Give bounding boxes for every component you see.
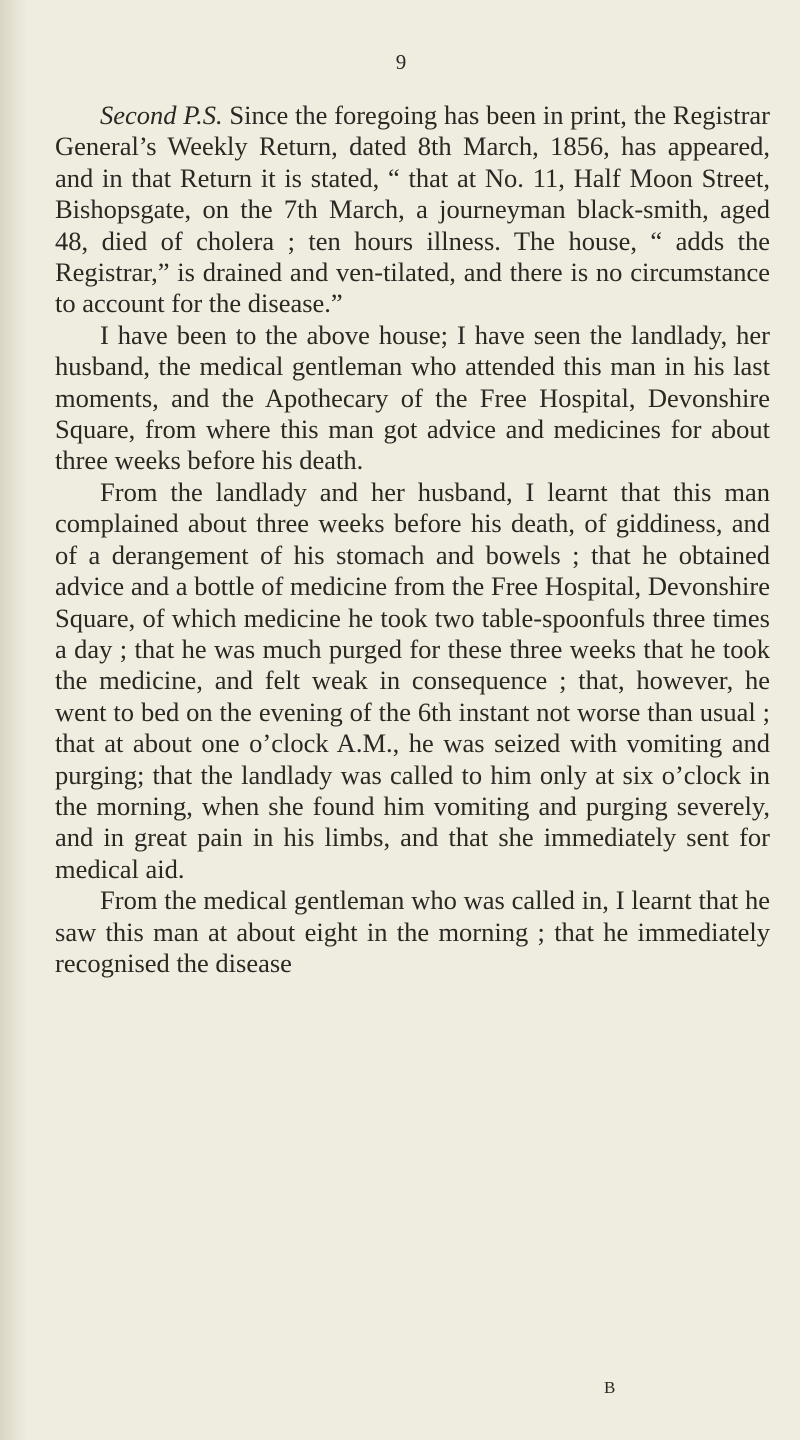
paragraph-landlady-account [55, 477, 770, 885]
postscript-heading: Second P.S. [100, 100, 223, 130]
paragraph-text: From the medical gentleman who was called in, I learnt that he saw this man at about eight in the morning ; that he immediately recognised the disease [55, 885, 770, 978]
paragraph-text: I have been to the above house; I have seen the landlady, her husband, the medical gentleman who attended this man in his last moments, and the Apothecary of the Free Hospital, Devonshire Square, from where this man got advice and medicines for about three weeks before his death. [55, 319, 770, 476]
page-number: 9 [395, 50, 407, 74]
body-text [55, 100, 770, 979]
paragraph-text: From the landlady and her husband, I learnt that this man complained about three weeks before his death, of giddiness, and of a derangement of his stomach and bowels ; that he obtained advice and a bottle of medicine from the Free Hospital, Devonshire Square, of which medicine he took two table-spoonfuls three times a day ; that he was much purged for these three weeks that he took the medicine, and felt weak in consequence ; that, however, he went to bed on the evening of the 6th instant not worse than usual ; that at about one o’clock A.M., he was seized with vomiting and purging; that the landlady was called to him only at six o’clock in the morning, when she found him vomiting and purging severely, and in great pain in his limbs, and that she immediately sent for medical aid. [55, 476, 770, 884]
paragraph-medical-account [55, 885, 770, 979]
paragraph-house-visit [55, 320, 770, 477]
signature-mark: B [604, 1378, 617, 1397]
paragraph-postscript [55, 100, 770, 320]
paragraph-text: Since the foregoing has been in print, the Registrar General’s Weekly Return, dated 8th March, 1856, has appeared, and in that Return it is stated, “ that at No. 11, Half Moon Street, Bishopsgate, on the 7th March, a journeyman black-smith, aged 48, died of cholera ; ten hours illness. The house, “ adds the Registrar,” is drained and ven-tilated, and there is no circumstance to account for the disease.” [55, 100, 771, 319]
